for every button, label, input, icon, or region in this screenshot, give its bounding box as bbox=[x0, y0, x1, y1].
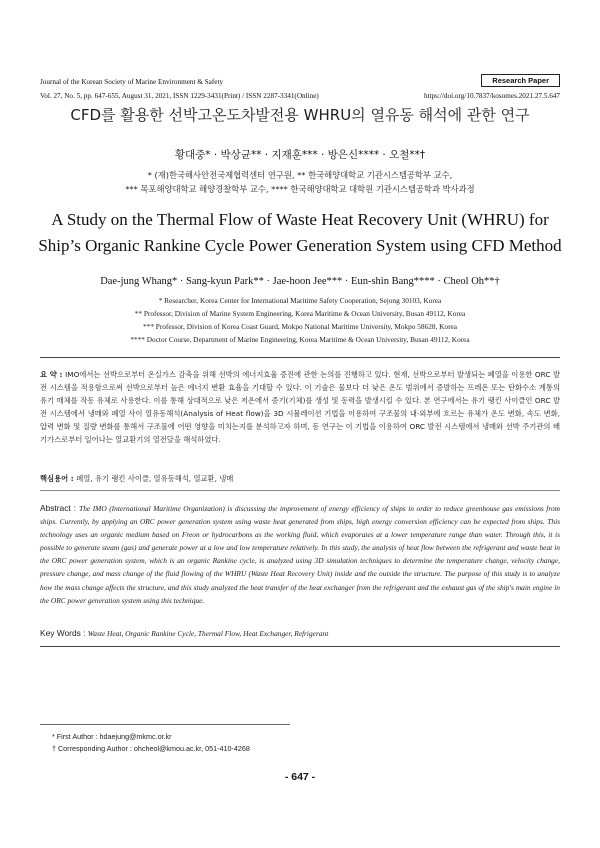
section-divider-top bbox=[40, 357, 560, 358]
english-affiliation-2: ** Professor, Division of Marine System Engineering, Korea Maritime & Ocean University, Busan 49112, Korea bbox=[134, 309, 466, 318]
english-keywords bbox=[40, 628, 560, 638]
korean-abstract-text: IMO에서는 선박으로부터 온실가스 감축을 위해 선박의 에너지효율 증진에 관한 논의를 진행하고 있다. 현재, 선박으로부터 발생되는 폐열을 이용한 ORC 발전 시스템을 적용함으로써 선박으로부터 높은 에너지 변환 효율을 기대할 수 있다. 이 기술은 물보다 더 낮은 온도 범위에서 증발하는 프레온 또는 탄화수소 계통의 유기 매체를 작동 유체로 사용한다. 이를 통해 상대적으로 낮은 저온에서 증기(기체)를 생성 및 동력을 발생시킬 수 있다. 본 연구에서는 유기 랭킨 사이클인 ORC 발전 시스템에서 냉매와 폐열 사이 열유동해석(Analysis of Heat flow)을 3D 시뮬레이션 기법을 이용하여 구조물의 내·외부에 흐르는 유체가 온도 변화, 속도 변화, 압력 변화 및 질량 변화를 통해서 구조물에 어떤 영향을 미치는지를 분석하고자 하며, 동 연구는 이 기법을 이용하여 ORC 발전 시스템에서 냉매와 선박 주기관의 배기가스로부터 일어나는 열교환기의 열전달을 해석하였다. bbox=[40, 370, 561, 444]
section-divider-middle bbox=[40, 490, 560, 491]
english-affiliation-3: *** Professor, Division of Korea Coast Guard, Mokpo National Maritime University, Mokpo 58628, Korea bbox=[143, 322, 457, 331]
english-affiliation-4: **** Doctor Course, Department of Marine Engineering, Korea Maritime & Ocean University, Busan 49112, Korea bbox=[130, 335, 470, 344]
page-number: - 647 - bbox=[284, 771, 316, 783]
footnote-divider bbox=[40, 724, 290, 725]
english-title-line-2: Ship’s Organic Rankine Cycle Power Generation System using CFD Method bbox=[38, 236, 562, 255]
article-type-badge: Research Paper bbox=[481, 74, 560, 87]
section-divider-bottom bbox=[40, 646, 560, 647]
korean-keywords-label: 핵심용어 : bbox=[40, 474, 77, 483]
korean-authors: 황대중* · 박상균** · 지재훈*** · 방은신**** · 오철**† bbox=[174, 149, 426, 161]
english-authors: Dae-jung Whang* · Sang-kyun Park** · Jae-hoon Jee*** · Eun-shin Bang**** · Cheol Oh**† bbox=[100, 276, 500, 287]
volume-info: Vol. 27, No. 5, pp. 647-655, August 31, 2021, ISSN 1229-3431(Print) / ISSN 2287-3341(Online) bbox=[40, 92, 319, 100]
corresponding-author-footnote: † Corresponding Author : ohcheol@kmou.ac.kr, 051-410-4268 bbox=[52, 744, 250, 753]
korean-affiliation-1: * (재)한국해사안전국제협력센터 연구원, ** 한국해양대학교 기관시스템공학부 교수, bbox=[147, 170, 453, 180]
english-abstract bbox=[40, 502, 560, 607]
english-keywords-label: Key Words : bbox=[40, 628, 88, 638]
english-abstract-text: The IMO (International Maritime Organization) is discussing the improvement of energy efficiency of ships in order to reduce greenhouse gas emissions from ships. Currently, by applying an ORC power generation system using waste heat generated from ships, high energy conversion efficiency can be expected from ships. This technology uses an organic medium based on Freon or hydrocarbons as the working fluid, which evaporates at a lower temperature range than water. Through this, it is possible to generate steam (gas) and generate power at a low and low temperature relatively. In this study, the analysis of heat flow between the refrigerant and waste heat in the ORC power generation system, which is an organic Rankine cycle, is analyzed using 3D simulation techniques to determine the temperature change, velocity change, pressure change, and mass change of the fluid flowing of the WHRU (Waste Heat Recovery Unit) inside and the outside the structure. The purpose of this study is to analyze how the mass change affects the structure, and this study analyzed the heat transfer of the heat exchanger from the refrigerant and the exhaust gas of the ship's main engine in the ORC power generation system using this technique. bbox=[40, 504, 560, 605]
first-author-footnote: * First Author : hdaejung@mkmc.or.kr bbox=[52, 732, 172, 741]
korean-abstract bbox=[40, 368, 560, 446]
english-keywords-text: Waste Heat, Organic Rankine Cycle, Thermal Flow, Heat Exchanger, Refrigerant bbox=[87, 629, 329, 638]
english-title-line-1: A Study on the Thermal Flow of Waste Heat Recovery Unit (WHRU) for bbox=[51, 210, 549, 229]
korean-keywords-text: 폐열, 유기 랭킨 사이클, 열유동해석, 열교환, 냉매 bbox=[76, 474, 234, 483]
journal-name: Journal of the Korean Society of Marine Environment & Safety bbox=[40, 78, 224, 86]
korean-abstract-label: 요 약 : bbox=[40, 370, 66, 379]
korean-keywords bbox=[40, 474, 560, 484]
english-abstract-label: Abstract : bbox=[40, 503, 80, 513]
english-affiliation-1: * Researcher, Korea Center for International Maritime Safety Cooperation, Sejong 30103, Korea bbox=[158, 296, 442, 305]
korean-affiliation-2: *** 목포해양대학교 해양경찰학부 교수, **** 한국해양대학교 대학원 기관시스템공학과 박사과정 bbox=[125, 184, 475, 194]
doi-link[interactable]: https://doi.org/10.7837/kosomes.2021.27.5.647 bbox=[423, 92, 560, 100]
korean-title: CFD를 활용한 선박고온도차발전용 WHRU의 열유동 해석에 관한 연구 bbox=[70, 106, 530, 124]
